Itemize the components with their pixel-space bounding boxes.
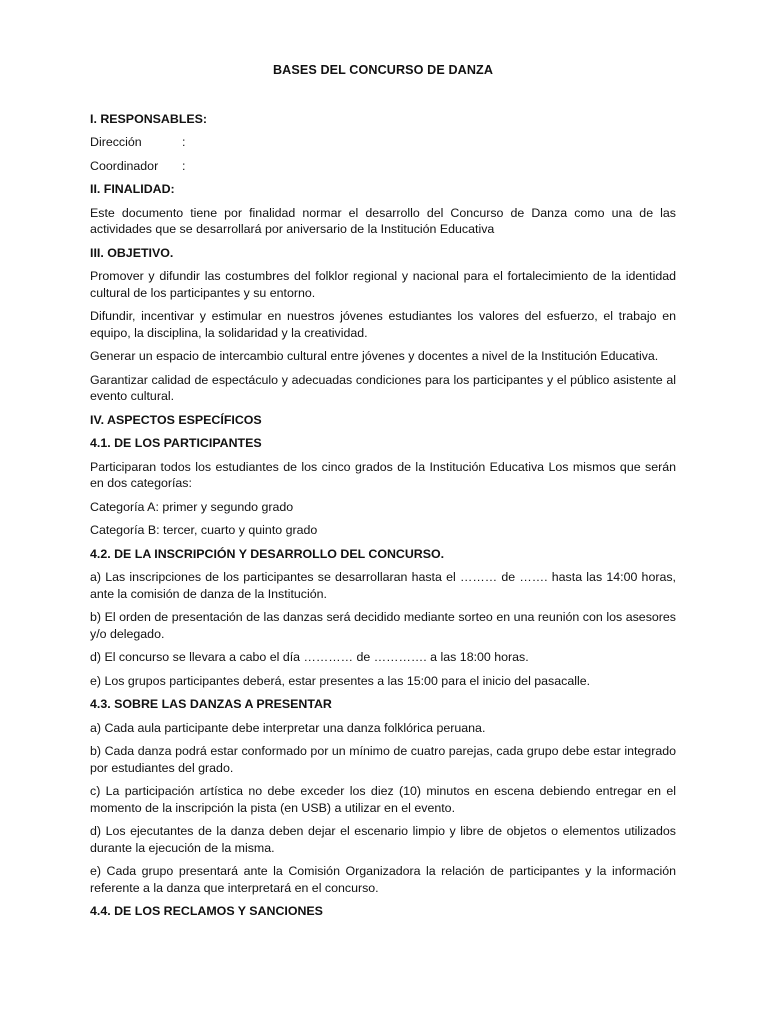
inscripcion-item: a) Las inscripciones de los participantes se desarrollaran hasta el ……… de ……. hasta las 14:00 horas, ante la comisión de danza de la Institución.	[90, 570, 676, 601]
objetivo-paragraph: Generar un espacio de intercambio cultural entre jóvenes y docentes a nivel de la Institución Educativa.	[90, 349, 659, 363]
objetivo-paragraph: Difundir, incentivar y estimular en nuestros jóvenes estudiantes los valores del esfuerzo, el trabajo en equipo, la disciplina, la solidaridad y la creatividad.	[90, 309, 676, 340]
section-inscripcion-heading: 4.2. DE LA INSCRIPCIÓN Y DESARROLLO DEL CONCURSO.	[90, 546, 445, 561]
finalidad-paragraph: Este documento tiene por finalidad normar el desarrollo del Concurso de Danza como una de las actividades que se desarrollará por aniversario de la Institución Educativa	[90, 205, 676, 236]
danzas-item: a) Cada aula participante debe interpretar una danza folklórica peruana.	[90, 720, 486, 735]
objetivo-paragraph: Garantizar calidad de espectáculo y adecuadas condiciones para los participantes y el público asistente al evento cultural.	[90, 372, 676, 403]
section-aspectos-heading: IV. ASPECTOS ESPECÍFICOS	[90, 412, 262, 427]
responsable-label: Dirección	[90, 135, 142, 149]
document-title: BASES DEL CONCURSO DE DANZA	[272, 63, 494, 77]
categoria-a: Categoría A: primer y segundo grado	[90, 499, 294, 514]
responsable-row-direccion	[90, 134, 676, 151]
participantes-paragraph: Participaran todos los estudiantes de los cinco grados de la Institución Educativa Los mismos que serán en dos categorías:	[90, 459, 676, 490]
section-responsables-heading: I. RESPONSABLES:	[90, 111, 208, 126]
inscripcion-item: b) El orden de presentación de las danzas será decidido mediante sorteo en una reunión con los asesores y/o delegado.	[90, 610, 676, 641]
objetivo-paragraph: Promover y difundir las costumbres del folklor regional y nacional para el fortalecimiento de la identidad cultural de los participantes y su entorno.	[90, 269, 676, 300]
section-finalidad-heading: II. FINALIDAD:	[90, 182, 175, 196]
responsable-label: Coordinador	[90, 158, 159, 173]
responsable-row-coordinador	[90, 158, 676, 175]
inscripcion-item: e) Los grupos participantes deberá, estar presentes a las 15:00 para el inicio del pasacalle.	[90, 673, 591, 688]
danzas-item: c) La participación artística no debe exceder los diez (10) minutos en escena debiendo entregar en el momento de la inscripción la pista (en USB) a utilizar en el evento.	[90, 784, 676, 815]
danzas-item: e) Cada grupo presentará ante la Comisión Organizadora la relación de participantes y la información referente a la danza que interpretará en el concurso.	[90, 864, 676, 895]
responsable-separator: :	[182, 135, 186, 149]
responsable-separator: :	[182, 158, 186, 173]
categoria-b: Categoría B: tercer, cuarto y quinto grado	[90, 523, 318, 537]
section-reclamos-heading: 4.4. DE LOS RECLAMOS Y SANCIONES	[90, 904, 323, 918]
danzas-item: b) Cada danza podrá estar conformado por un mínimo de cuatro parejas, cada grupo debe estar integrado por estudiantes del grado.	[90, 744, 676, 775]
danzas-item: d) Los ejecutantes de la danza deben dejar el escenario limpio y libre de objetos o elementos utilizados durante la ejecución de la misma.	[90, 824, 676, 855]
document-page	[90, 62, 676, 927]
section-participantes-heading: 4.1. DE LOS PARTICIPANTES	[90, 436, 262, 450]
inscripcion-item: d) El concurso se llevara a cabo el día ………… de …………. a las 18:00 horas.	[90, 650, 529, 664]
section-objetivo-heading: III. OBJETIVO.	[90, 245, 174, 260]
section-danzas-heading: 4.3. SOBRE LAS DANZAS A PRESENTAR	[90, 697, 332, 711]
